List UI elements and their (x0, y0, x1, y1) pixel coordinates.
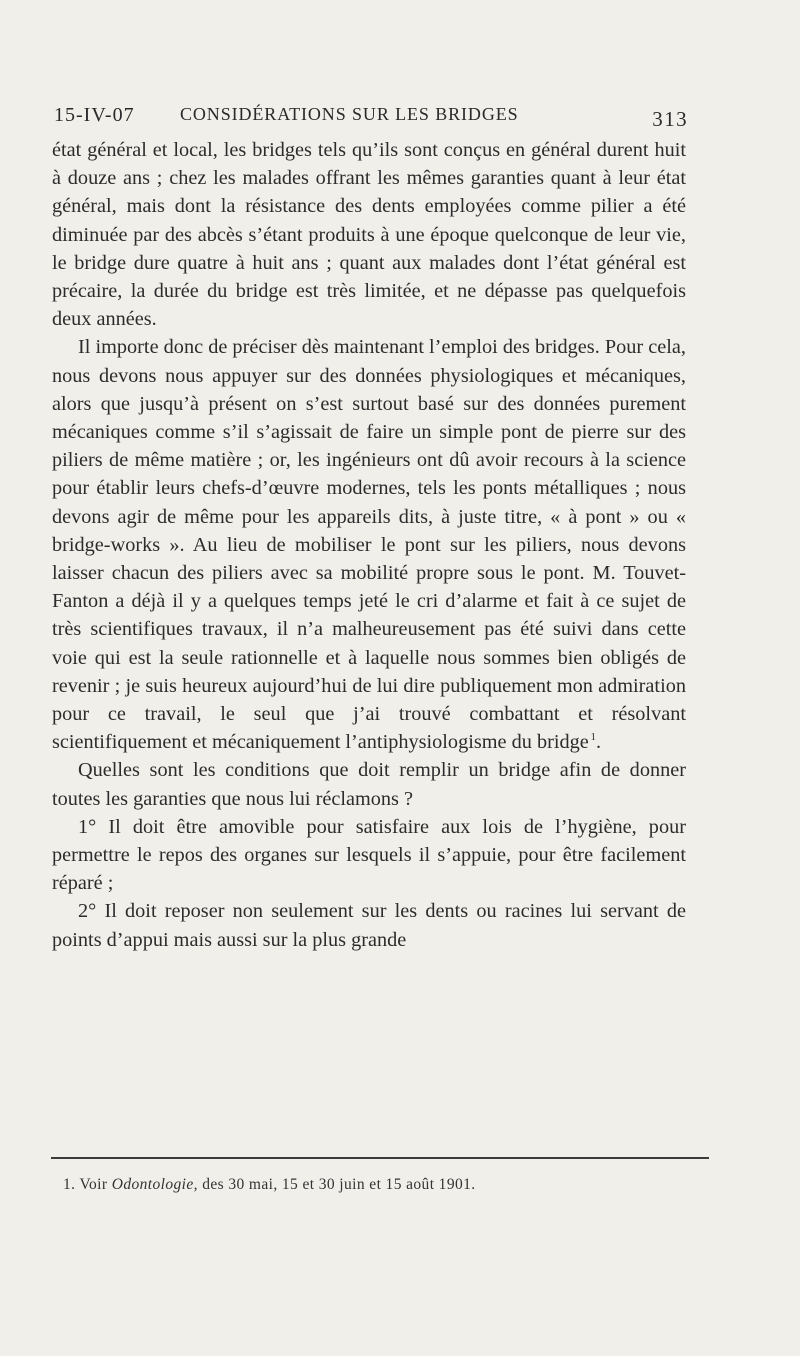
paragraph-2-text: Il importe donc de préciser dès maintenant l’emploi des bridges. Pour cela, nous devons nous appuyer sur des données physiologiques et mécaniques, alors que jusqu’à présent on s’est surtout basé sur des données purement mécaniques comme s’il s’agissait de faire un simple pont de pierre sur des piliers de même matière ; or, les ingénieurs ont dû avoir recours à la science pour établir leurs chefs-d’œuvre modernes, tels les ponts métalliques ; nous devons agir de même pour les appareils dits, à juste titre, « à pont » ou « bridge-works ». Au lieu de mobiliser le pont sur les piliers, nous devons laisser chacun des piliers avec sa mobilité propre sous le pont. M. Touvet-Fanton a déjà il y a quelques temps jeté le cri d’alarme et fait à ce sujet de très scientifiques travaux, il n’a malheureusement pas été suivi dans cette voie qui est la seule rationnelle et à laquelle nous sommes bien obligés de revenir ; je suis heureux aujourd’hui de lui dire publiquement mon admiration pour ce travail, le seul que j’ai trouvé combattant et résolvant scientifiquement et mécaniquement l’antiphysiologisme du bridge (52, 336, 686, 754)
paragraph-3 (52, 756, 686, 812)
header-title: CONSIDÉRATIONS SUR LES BRIDGES (180, 104, 519, 124)
page-number: 313 (652, 107, 688, 131)
running-header (52, 98, 688, 130)
paragraph-1-text: état général et local, les bridges tels qu’ils sont conçus en général durent huit à douze ans ; chez les malades offrant les mêmes garanties quant à leur état général, mais dont la résistance des dents employées comme pilier a été diminuée par des abcès s’étant produits à une époque quelconque de leur vie, le bridge dure quatre à huit ans ; quant aux malades dont l’état général est précaire, la durée du bridge est très limitée, et ne dépasse pas quelquefois deux années. (52, 139, 686, 331)
footnote-prefix: Voir (79, 1176, 108, 1193)
paragraph-4 (52, 813, 686, 898)
footnote-details: des 30 mai, 15 et 30 juin et 15 août 1901. (202, 1176, 476, 1193)
paragraph-5 (52, 897, 686, 953)
body-text (52, 136, 686, 954)
footnote (63, 1176, 703, 1194)
paragraph-3-text: Quelles sont les conditions que doit remplir un bridge afin de donner toutes les garanties que nous lui réclamons ? (52, 759, 686, 810)
footnote-number: 1. (63, 1176, 76, 1193)
header-date: 15-IV-07 (54, 104, 135, 126)
footnote-reference: 1 (590, 731, 596, 744)
paragraph-2 (52, 333, 686, 756)
footnote-journal: Odontologie, (111, 1176, 198, 1193)
paragraph-2-tail: . (595, 731, 602, 754)
footnote-divider (51, 1157, 709, 1159)
paragraph-1 (52, 136, 686, 333)
paragraph-5-text: 2° Il doit reposer non seulement sur les dents ou racines lui servant de points d’appui mais aussi sur la plus grande (52, 900, 686, 951)
paragraph-4-text: 1° Il doit être amovible pour satisfaire aux lois de l’hygiène, pour permettre le repos des organes sur lesquels il s’appuie, pour être facilement réparé ; (52, 815, 686, 895)
